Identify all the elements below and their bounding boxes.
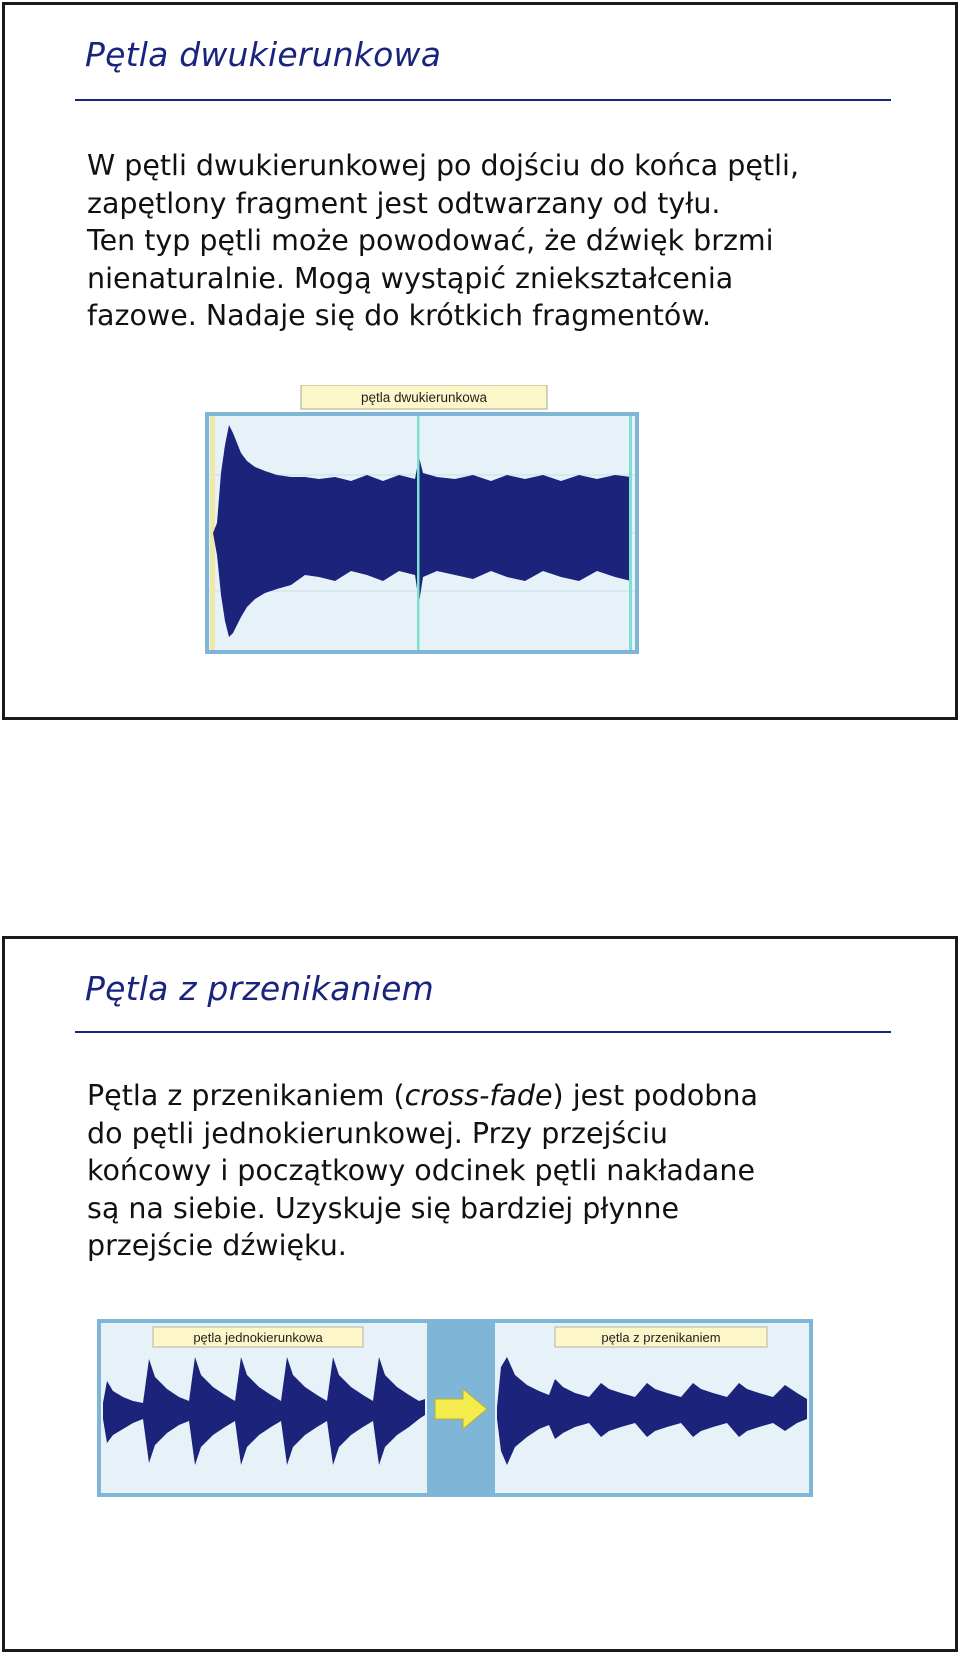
text-line: Ten typ pętli może powodować, że dźwięk brzmi xyxy=(87,224,774,257)
slide-body-text xyxy=(87,147,927,335)
slide-crossfade-loop xyxy=(2,936,958,1652)
crossfade-comparison-figure xyxy=(97,1319,857,1509)
slide-title: Pętla z przenikaniem xyxy=(85,969,434,1008)
text-line xyxy=(87,1077,927,1115)
slide-bidirectional-loop xyxy=(2,2,958,720)
loop-point-marker xyxy=(417,416,420,650)
loop-end-marker xyxy=(629,416,632,650)
title-divider xyxy=(75,1031,891,1033)
left-label: pętla jednokierunkowa xyxy=(193,1330,323,1345)
slide-body-text xyxy=(87,1077,927,1265)
text-line: nienaturalnie. Mogą wystąpić zniekształcenia xyxy=(87,261,734,295)
italic-term: cross-fade xyxy=(404,1079,553,1112)
text-segment: Pętla z przenikaniem ( xyxy=(87,1079,405,1112)
text-line: są na siebie. Uzyskuje się bardziej płynne xyxy=(87,1191,679,1225)
comparison-illustration xyxy=(97,1319,857,1509)
text-line: przejście dźwięku. xyxy=(87,1229,347,1262)
bidirectional-loop-waveform-figure xyxy=(205,385,671,675)
text-line: końcowy i początkowy odcinek pętli nakładane xyxy=(87,1154,755,1187)
text-segment: ) jest podobna xyxy=(552,1079,758,1112)
text-line: do pętli jednokierunkowej. Przy przejściu xyxy=(87,1116,668,1150)
text-line: W pętli dwukierunkowej po dojściu do końca pętli, xyxy=(87,149,799,182)
waveform-illustration xyxy=(205,385,671,675)
slide-title: Pętla dwukierunkowa xyxy=(85,35,442,74)
text-line: zapętlony fragment jest odtwarzany od tyłu. xyxy=(87,186,721,220)
figure-label: pętla dwukierunkowa xyxy=(360,390,488,405)
title-divider xyxy=(75,99,891,101)
text-line: fazowe. Nadaje się do krótkich fragmentów. xyxy=(87,299,712,332)
right-label: pętla z przenikaniem xyxy=(601,1330,721,1345)
